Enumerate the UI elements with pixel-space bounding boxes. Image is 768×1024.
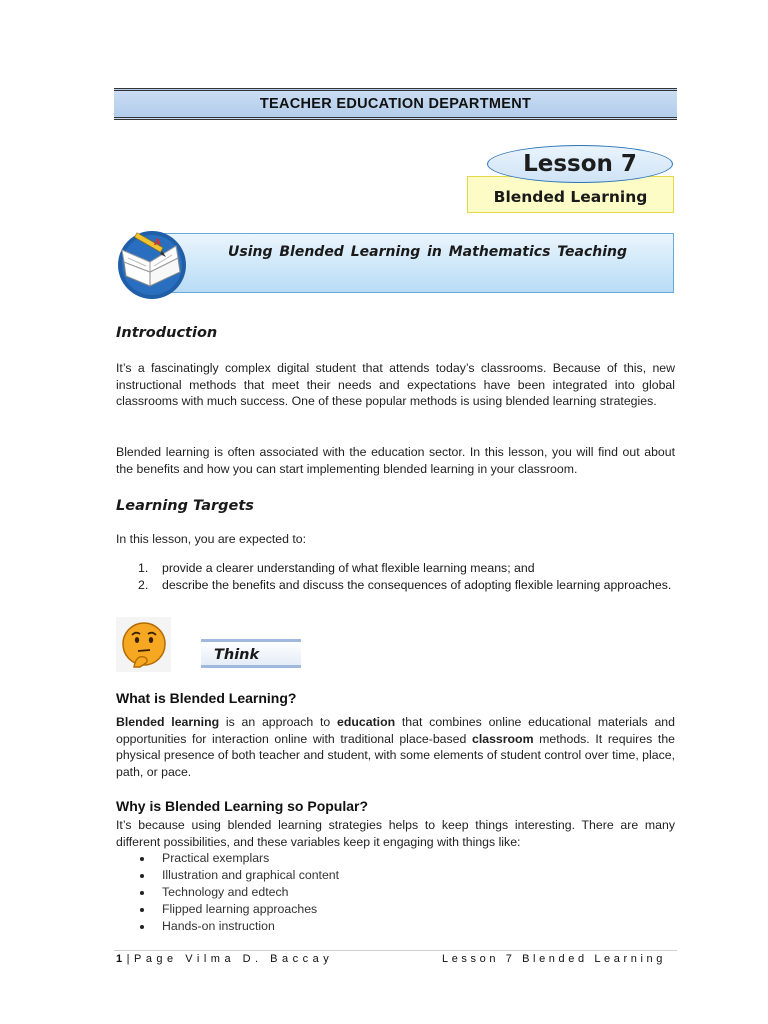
introduction-heading: Introduction	[116, 325, 218, 341]
list-item: Technology and edtech	[116, 884, 656, 901]
topic-banner	[155, 233, 674, 293]
introduction-paragraph-2: Blended learning is often associated with the education sector. In this lesson, you will find out about the benefits and how you can start implementing blended learning in your classroom.	[116, 445, 675, 476]
department-header	[114, 88, 677, 120]
page-label: |Page	[126, 953, 178, 965]
list-item: Flipped learning approaches	[116, 901, 656, 918]
list-item: Illustration and graphical content	[116, 867, 656, 884]
why-popular-list	[116, 850, 656, 935]
lesson-title: Blended Learning	[467, 176, 674, 213]
introduction-paragraph-1: It’s a fascinatingly complex digital student that attends today’s classrooms. Because of this, new instructional methods that meet their needs and expectations have been integrated into global classrooms with much success. One of these popular methods is using blended learning strategies.	[116, 361, 675, 408]
department-title: TEACHER EDUCATION DEPARTMENT	[259, 96, 532, 112]
why-popular-heading: Why is Blended Learning so Popular?	[116, 798, 369, 814]
list-item: Practical exemplars	[116, 850, 656, 867]
footer-page-info	[116, 953, 333, 965]
page-number: 1	[116, 953, 127, 965]
footer-author: Vilma D. Baccay	[185, 953, 334, 965]
thinking-face-icon	[116, 617, 171, 672]
what-is-paragraph: Blended learning is an approach to education that combines online educational materials and opportunities for interaction online with traditional place-based classroom methods. It requires the physical presence of both teacher and student, with some elements of student control over time, place, path, or pace.	[116, 715, 675, 779]
lesson-number-badge: Lesson 7	[487, 145, 673, 183]
why-popular-lead: It’s because using blended learning strategies helps to keep things interesting. There are many different possibilities, and these variables keep it engaging with things like:	[116, 818, 675, 849]
learning-targets-heading: Learning Targets	[116, 498, 254, 514]
list-item: 1. provide a clearer understanding of what flexible learning means; and	[138, 561, 535, 575]
learning-targets-lead: In this lesson, you are expected to:	[116, 532, 307, 546]
list-item: Hands-on instruction	[116, 918, 656, 935]
think-label-box	[201, 639, 301, 668]
footer-divider	[114, 950, 677, 951]
footer-lesson-label: Lesson 7 Blended Learning	[442, 953, 666, 965]
learning-targets-list	[116, 560, 675, 593]
topic-title: Using Blended Learning in Mathematics Teaching	[228, 244, 628, 260]
what-is-heading: What is Blended Learning?	[116, 690, 297, 706]
list-item: 2. describe the benefits and discuss the consequences of adopting flexible learning approaches.	[138, 577, 672, 592]
svg-text:A: A	[154, 238, 161, 248]
open-book-pencil-icon	[114, 228, 190, 300]
think-label: Think	[214, 647, 260, 663]
